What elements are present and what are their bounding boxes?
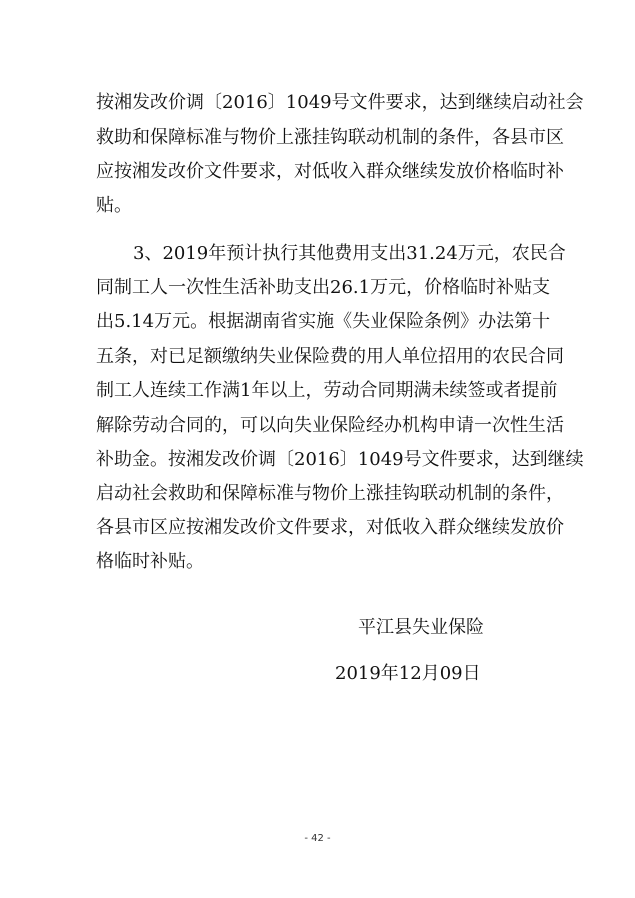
page-number: - 42 - [304, 833, 331, 844]
paragraph-2-line-8: 启动社会救助和保障标准与物价上涨挂钩联动机制的条件， [96, 483, 564, 504]
paragraph-2-line-7: 补助金。按湘发改价调〔2016〕1049号文件要求，达到继续 [96, 449, 584, 470]
paragraph-1-line-1: 按湘发改价调〔2016〕1049号文件要求，达到继续启动社会 [96, 92, 584, 113]
signature-organization: 平江县失业保险 [358, 617, 484, 638]
paragraph-2-line-3: 出5.14万元。根据湖南省实施《失业保险条例》办法第十 [96, 311, 551, 332]
paragraph-2-line-6: 解除劳动合同的，可以向失业保险经办机构申请一次性生活 [96, 415, 564, 436]
paragraph-2-line-1: 3、2019年预计执行其他费用支出31.24万元，农民合 [133, 243, 566, 264]
paragraph-1-line-3: 应按湘发改价文件要求，对低收入群众继续发放价格临时补 [96, 161, 564, 182]
paragraph-2-line-4: 五条，对已足额缴纳失业保险费的用人单位招用的农民合同 [96, 346, 564, 367]
paragraph-2-line-5: 制工人连续工作满1年以上，劳动合同期满未续签或者提前 [96, 380, 558, 401]
paragraph-2-line-10: 格临时补贴。 [96, 551, 204, 572]
paragraph-2-line-2: 同制工人一次性生活补助支出26.1万元，价格临时补贴支 [96, 277, 551, 298]
paragraph-2-line-9: 各县市区应按湘发改价文件要求，对低收入群众继续发放价 [96, 517, 564, 538]
signature-date: 2019年12月09日 [335, 663, 481, 684]
paragraph-1-line-4: 贴。 [96, 195, 132, 216]
paragraph-1-line-2: 救助和保障标准与物价上涨挂钩联动机制的条件，各县市区 [96, 127, 564, 148]
